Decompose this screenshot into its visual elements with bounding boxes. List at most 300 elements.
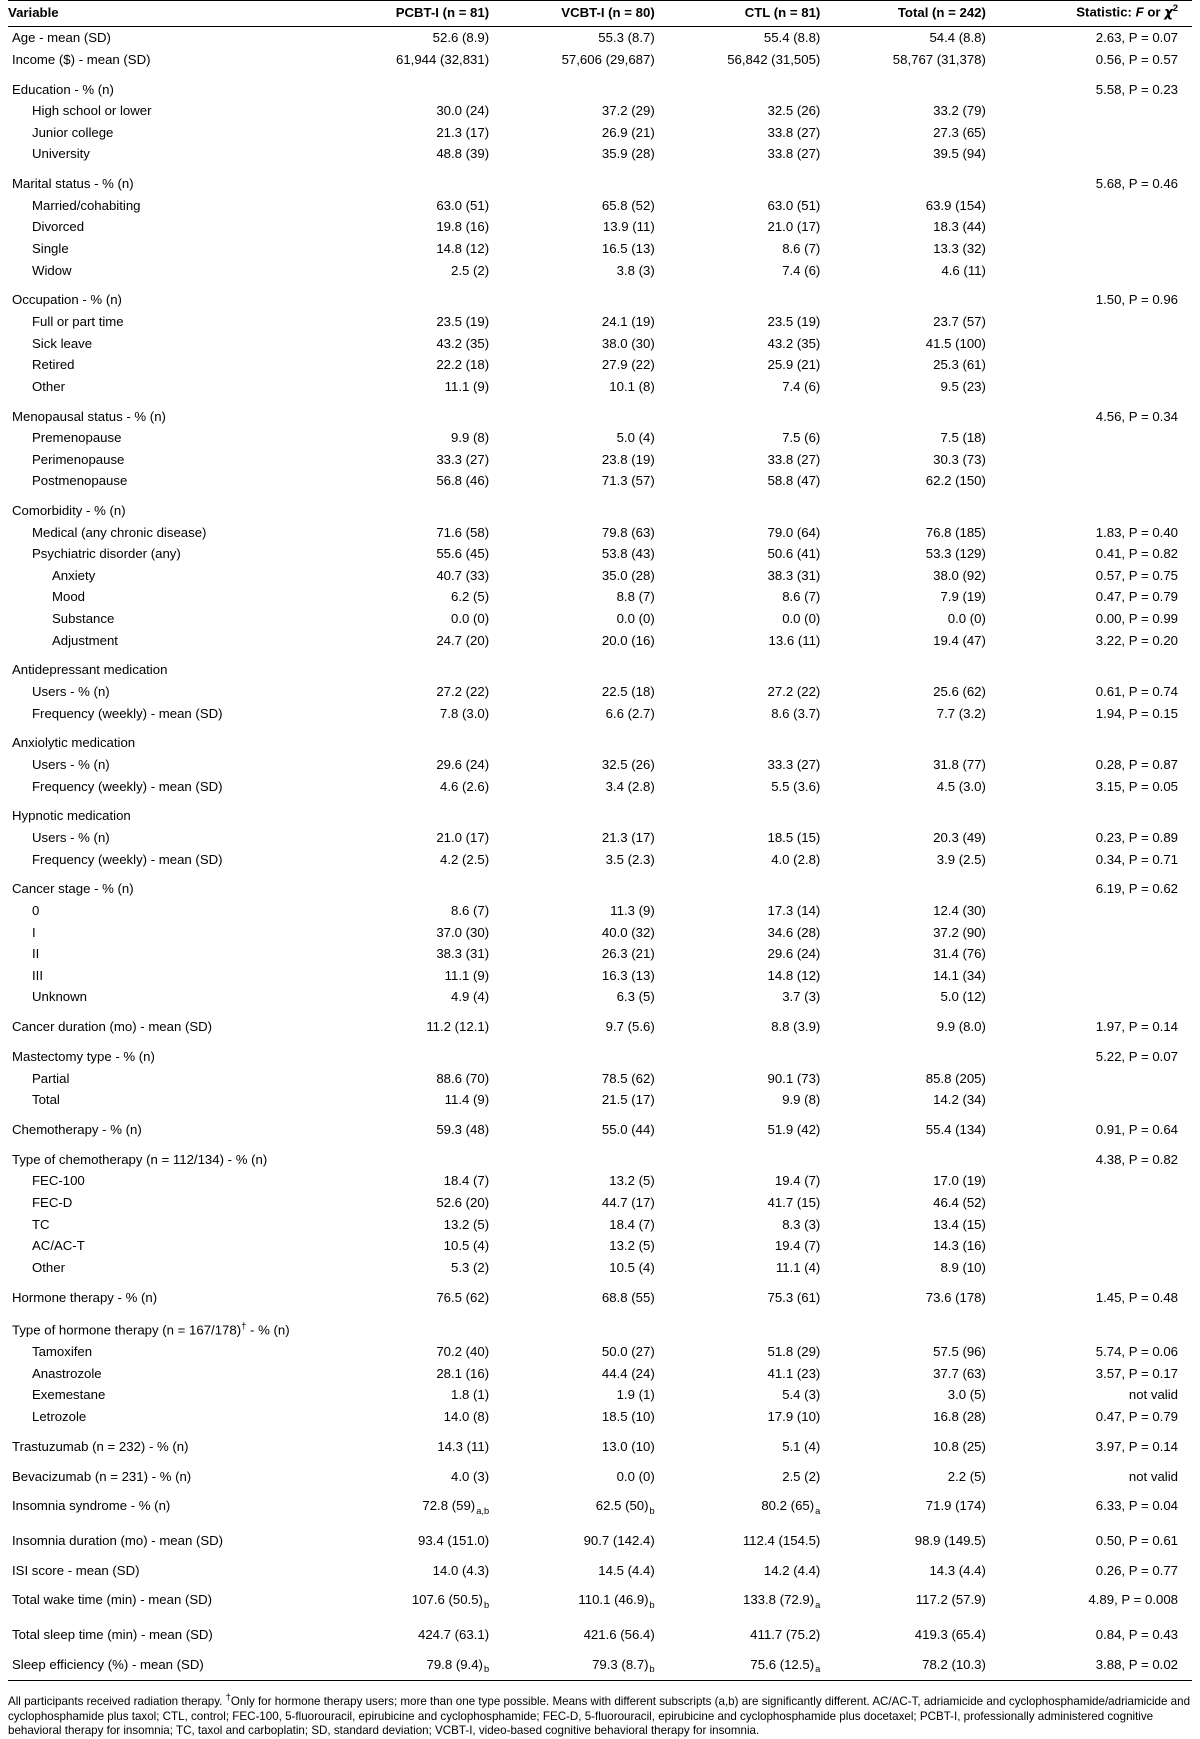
cell-ctl-value: 51.8 (29) [767,1344,821,1360]
cell-vcbt-value: 5.0 (4) [616,430,655,446]
cell-vcbt-value: 37.2 (29) [601,103,655,119]
row-label [8,100,350,122]
cell-vcbt-value: 110.1 (46.9) [578,1592,649,1608]
row-label-text: Users - % (n) [32,830,110,845]
cell-vcbt-subscript: b [649,1664,655,1675]
table-body [8,27,1192,1681]
cell-pcbt-value: 21.0 (17) [436,830,490,845]
cell-ctl-value: 5.4 (3) [782,1387,821,1403]
row-label-text: Tamoxifen [32,1344,93,1360]
row-label-text: Unknown [32,989,87,1005]
cell-ctl-value: 32.5 (26) [767,103,821,119]
cell-vcbt [515,376,681,398]
cell-vcbt [515,1089,681,1111]
row-label [8,398,350,428]
column-header-pcbt: PCBT-I (n = 81) [395,5,490,21]
cell-statistic: 0.47, P = 0.79 [1095,1409,1178,1425]
cell-total [846,398,1012,428]
cell-total-value: 8.9 (10) [940,1259,986,1275]
cell-pcbt-subscript: a,b [476,1506,490,1517]
row-label [8,1487,350,1521]
row-label-text: Adjustment [52,632,118,648]
row-label-text: I [32,924,36,940]
row-label-text: Other [32,378,65,394]
row-label-text: Medical (any chronic disease) [32,524,207,540]
cell-pcbt-value: 14.8 (12) [436,240,490,256]
row-label [8,849,350,871]
cell-pcbt [350,776,516,798]
cell-pcbt [350,681,516,703]
cell-ctl-value: 55.4 (8.8) [763,30,821,46]
cell-total [846,217,1012,239]
cell-statistic [1012,217,1192,239]
cell-statistic: 6.19, P = 0.62 [1095,881,1178,897]
cell-ctl [681,1552,847,1582]
cell-ctl-value: 7.4 (6) [782,262,821,278]
cell-ctl-value: 8.6 (7) [782,240,821,256]
cell-ctl-value: 33.3 (27) [767,757,821,773]
row-label [8,1552,350,1582]
cell-ctl-value: 17.9 (10) [767,1409,821,1425]
cell-ctl-value: 3.7 (3) [782,989,821,1005]
cell-total-value: 14.3 (4.4) [929,1562,986,1578]
cell-pcbt-value: 10.5 (4) [443,1238,490,1254]
cell-pcbt [350,1406,516,1428]
cell-statistic: 0.91, P = 0.64 [1095,1121,1178,1137]
cell-total-value: 3.0 (5) [947,1387,986,1403]
cell-ctl [681,522,847,544]
cell-pcbt-value: 14.0 (4.3) [432,1562,490,1578]
cell-ctl [681,1646,847,1681]
cell-pcbt-value: 14.0 (8) [443,1409,490,1425]
cell-vcbt [515,797,681,827]
table-row [8,587,1192,609]
cell-statistic: 1.50, P = 0.96 [1095,292,1178,308]
cell-vcbt [515,1522,681,1552]
cell-statistic: 0.41, P = 0.82 [1095,546,1178,562]
cell-ctl [681,1458,847,1488]
row-label [8,1279,350,1309]
row-label-text: Partial [32,1070,70,1086]
cell-ctl [681,71,847,101]
cell-vcbt [515,1235,681,1257]
row-label [8,333,350,355]
cell-total-value: 55.4 (134) [925,1121,986,1137]
cell-pcbt [350,311,516,333]
row-label [8,1111,350,1141]
row-label-text: Total wake time (min) - mean (SD) [12,1592,213,1608]
cell-pcbt [350,492,516,522]
cell-statistic [1012,1214,1192,1236]
cell-pcbt [350,1385,516,1407]
row-label-text: Other [32,1259,65,1275]
cell-vcbt-value: 68.8 (55) [601,1289,655,1305]
row-label [8,281,350,311]
cell-total [846,1068,1012,1090]
row-label [8,1089,350,1111]
cell-ctl-value: 0.0 (0) [782,611,821,627]
cell-pcbt-value: 88.6 (70) [436,1070,490,1086]
cell-ctl [681,217,847,239]
cell-ctl [681,703,847,725]
cell-vcbt-value: 3.5 (2.3) [605,851,655,867]
row-label-text: Menopausal status - % (n) [12,408,166,424]
cell-total [846,195,1012,217]
row-label [8,827,350,849]
cell-pcbt-value: 4.9 (4) [451,989,490,1005]
chi-exponent: 2 [1172,3,1178,14]
cell-ctl [681,492,847,522]
cell-ctl-value: 33.8 (27) [767,451,821,467]
cell-total [846,311,1012,333]
cell-pcbt [350,797,516,827]
row-label [8,27,350,49]
column-header-total: Total (n = 242) [897,5,986,21]
cell-ctl-value: 2.5 (2) [782,1468,821,1484]
cell-pcbt-value: 38.3 (31) [436,946,490,962]
cell-pcbt-value: 52.6 (8.9) [432,30,490,46]
cell-ctl-value: 133.8 (72.9) [743,1592,815,1608]
cell-total [846,651,1012,681]
cell-statistic [1012,1089,1192,1111]
cell-ctl [681,238,847,260]
cell-pcbt [350,217,516,239]
cell-ctl [681,870,847,900]
cell-vcbt [515,27,681,49]
cell-vcbt-value: 62.5 (50) [595,1498,649,1514]
table-row [8,354,1192,376]
cell-vcbt [515,1308,681,1341]
cell-total [846,260,1012,282]
cell-ctl-value: 58.8 (47) [767,473,821,489]
cell-vcbt [515,1385,681,1407]
cell-pcbt-value: 33.3 (27) [436,451,490,467]
cell-ctl-value: 112.4 (154.5) [742,1532,821,1548]
cell-ctl [681,1363,847,1385]
cell-ctl [681,797,847,827]
cell-pcbt [350,1171,516,1193]
cell-ctl [681,587,847,609]
cell-total-value: 57.5 (96) [933,1344,986,1360]
cell-total-value: 37.7 (63) [933,1365,986,1381]
cell-ctl [681,849,847,871]
table-row [8,1235,1192,1257]
cell-total [846,165,1012,195]
cell-ctl [681,1068,847,1090]
cell-vcbt [515,195,681,217]
cell-total [846,922,1012,944]
row-label-text: Total [32,1092,60,1108]
cell-total [846,703,1012,725]
cell-total-value: 25.3 (61) [933,357,986,373]
row-label [8,217,350,239]
row-label-text: Premenopause [32,430,122,446]
cell-vcbt [515,827,681,849]
cell-total-value: 71.9 (174) [925,1498,986,1514]
cell-statistic: 1.83, P = 0.40 [1095,524,1178,540]
cell-total [846,376,1012,398]
table-row [8,1141,1192,1171]
cell-total [846,565,1012,587]
cell-statistic: 5.68, P = 0.46 [1095,176,1178,192]
cell-ctl [681,1008,847,1038]
table-row [8,1406,1192,1428]
row-label-text: Sleep efficiency (%) - mean (SD) [12,1656,204,1672]
cell-total-value: 27.3 (65) [933,124,986,140]
cell-vcbt-value: 23.8 (19) [601,451,655,467]
cell-vcbt-value: 26.9 (21) [601,124,655,140]
row-label-text: Retired [32,357,75,373]
row-label-text: Frequency (weekly) - mean (SD) [32,778,223,794]
cell-total-value: 85.8 (205) [925,1070,986,1086]
row-label-text: Cancer stage - % (n) [12,881,134,897]
cell-total [846,122,1012,144]
row-label-text: Marital status - % (n) [12,176,134,192]
row-label [8,260,350,282]
cell-vcbt-value: 3.4 (2.8) [605,778,655,794]
cell-statistic [1012,1308,1192,1341]
cell-statistic: 3.15, P = 0.05 [1095,778,1178,794]
cell-total [846,900,1012,922]
cell-pcbt-value: 76.5 (62) [436,1289,490,1305]
cell-pcbt [350,398,516,428]
row-label-text: Anastrozole [32,1365,102,1381]
cell-ctl [681,681,847,703]
row-label [8,651,350,681]
cell-pcbt [350,703,516,725]
cell-vcbt-value: 90.7 (142.4) [583,1532,655,1548]
cell-pcbt-value: 37.0 (30) [436,924,490,940]
row-label-text: II [32,946,40,962]
cell-vcbt-value: 6.6 (2.7) [605,705,655,721]
table-row [8,630,1192,652]
table-row [8,651,1192,681]
table-row [8,1038,1192,1068]
cell-pcbt [350,1068,516,1090]
cell-statistic: 0.26, P = 0.77 [1095,1562,1178,1578]
cell-vcbt [515,449,681,471]
cell-total [846,1487,1012,1521]
cell-pcbt-value: 61,944 (32,831) [396,51,490,67]
cell-total [846,470,1012,492]
column-header-ctl: CTL (n = 81) [744,5,821,21]
row-label-text: Widow [32,262,72,278]
cell-pcbt-value: 14.3 (11) [437,1438,490,1454]
cell-ctl-value: 56,842 (31,505) [727,51,821,67]
row-label-text: Type of chemotherapy (n = 112/134) - % (n) [12,1151,268,1167]
table-row [8,1068,1192,1090]
cell-total [846,1363,1012,1385]
cell-vcbt [515,1279,681,1309]
cell-statistic: 3.57, P = 0.17 [1095,1365,1178,1381]
cell-total [846,1646,1012,1681]
row-label [8,1171,350,1193]
cell-ctl [681,1616,847,1646]
cell-vcbt-value: 18.5 (10) [601,1409,655,1425]
cell-pcbt [350,1008,516,1038]
cell-pcbt [350,144,516,166]
cell-pcbt [350,1458,516,1488]
cell-vcbt-value: 14.5 (4.4) [598,1562,655,1578]
cell-total-value: 18.3 (44) [933,219,986,235]
cell-total [846,1428,1012,1458]
cell-total [846,492,1012,522]
cell-total [846,1341,1012,1363]
cell-vcbt [515,1038,681,1068]
cell-pcbt [350,724,516,754]
row-label-text: Users - % (n) [32,757,110,773]
cell-ctl-value: 51.9 (42) [767,1121,821,1137]
cell-statistic [1012,1192,1192,1214]
cell-vcbt [515,1406,681,1428]
cell-pcbt [350,260,516,282]
row-label-text: Mastectomy type - % (n) [12,1048,155,1064]
cell-vcbt-value: 38.0 (30) [601,335,655,351]
table-row [8,100,1192,122]
cell-total-value: 23.7 (57) [933,313,986,329]
cell-ctl-value: 19.4 (7) [774,1238,821,1254]
cell-ctl-value: 33.8 (27) [767,124,821,140]
row-label [8,870,350,900]
row-label [8,354,350,376]
cell-ctl-value: 80.2 (65) [761,1498,815,1514]
cell-vcbt [515,565,681,587]
cell-vcbt [515,470,681,492]
cell-pcbt-value: 63.0 (51) [436,197,490,213]
row-label-dagger-icon: † [241,1321,247,1333]
cell-total-value: 17.0 (19) [933,1173,986,1189]
cell-pcbt [350,900,516,922]
table-row [8,522,1192,544]
cell-pcbt-value: 18.4 (7) [443,1173,490,1189]
cell-pcbt [350,333,516,355]
cell-ctl-value: 63.0 (51) [767,197,821,213]
table-row [8,376,1192,398]
cell-total-value: 63.9 (154) [925,197,986,213]
cell-statistic [1012,1171,1192,1193]
cell-vcbt [515,1341,681,1363]
row-label [8,1008,350,1038]
cell-ctl [681,724,847,754]
cell-pcbt-value: 24.7 (20) [436,632,490,648]
statistic-middle: or [1143,4,1165,20]
cell-vcbt-value: 16.3 (13) [601,967,655,983]
cell-vcbt [515,1008,681,1038]
cell-vcbt-value: 16.5 (13) [601,240,655,256]
footnote-dagger-icon: † [225,1692,231,1704]
row-label [8,49,350,71]
cell-statistic: 0.28, P = 0.87 [1095,757,1178,773]
cell-ctl [681,1581,847,1615]
cell-statistic: 4.38, P = 0.82 [1095,1151,1178,1167]
cell-pcbt-value: 22.2 (18) [436,357,490,373]
cell-total [846,1257,1012,1279]
table-row [8,1171,1192,1193]
row-label [8,449,350,471]
cell-total-value: 4.6 (11) [941,262,986,278]
cell-statistic [1012,238,1192,260]
cell-vcbt-value: 13.2 (5) [609,1238,655,1254]
cell-pcbt [350,376,516,398]
cell-total [846,681,1012,703]
cell-total-value: 9.5 (23) [940,378,986,394]
table-row [8,1646,1192,1681]
cell-pcbt [350,1522,516,1552]
cell-pcbt-value: 1.8 (1) [451,1387,490,1403]
cell-vcbt-value: 1.9 (1) [616,1387,655,1403]
cell-ctl [681,1522,847,1552]
cell-statistic [1012,922,1192,944]
cell-vcbt [515,1363,681,1385]
cell-total-value: 13.3 (32) [933,240,986,256]
cell-ctl [681,630,847,652]
cell-total [846,333,1012,355]
cell-pcbt [350,943,516,965]
cell-statistic: 1.45, P = 0.48 [1095,1289,1178,1305]
table-row [8,827,1192,849]
row-label-text: University [32,146,90,162]
cell-vcbt-value: 9.7 (5.6) [605,1019,655,1035]
cell-total-value: 25.6 (62) [933,684,986,700]
cell-vcbt [515,754,681,776]
cell-ctl-value: 13.6 (11) [768,632,821,648]
cell-vcbt [515,1141,681,1171]
cell-ctl [681,922,847,944]
cell-total [846,870,1012,900]
cell-total [846,427,1012,449]
cell-total-value: 13.4 (15) [933,1216,986,1232]
cell-vcbt-value: 26.3 (21) [601,946,655,962]
cell-statistic: 4.89, P = 0.008 [1088,1592,1178,1608]
cell-vcbt [515,49,681,71]
cell-ctl-value: 5.1 (4) [782,1438,821,1454]
row-label-text: Married/cohabiting [32,197,141,213]
cell-vcbt-value: 35.9 (28) [601,146,655,162]
cell-vcbt-value: 79.8 (63) [601,524,655,540]
row-label [8,630,350,652]
cell-statistic [1012,260,1192,282]
cell-total-value: 53.3 (129) [925,546,986,562]
table-row [8,238,1192,260]
cell-total-value: 30.3 (73) [933,451,986,467]
row-label-text: III [32,967,43,983]
table-row [8,260,1192,282]
row-label-text: Anxiety [52,567,96,583]
cell-ctl [681,49,847,71]
table-row [8,71,1192,101]
cell-ctl [681,449,847,471]
cell-vcbt-value: 53.8 (43) [601,546,655,562]
cell-total [846,797,1012,827]
row-label-text: Comorbidity - % (n) [12,503,126,519]
cell-pcbt [350,1363,516,1385]
cell-total [846,1192,1012,1214]
cell-ctl-value: 18.5 (15) [767,830,821,845]
cell-pcbt [350,470,516,492]
cell-vcbt [515,943,681,965]
cell-pcbt-value: 72.8 (59) [422,1498,476,1514]
row-label [8,71,350,101]
row-label [8,122,350,144]
cell-pcbt-value: 5.3 (2) [451,1259,490,1275]
row-label-text: Perimenopause [32,451,125,467]
cell-ctl-value: 4.0 (2.8) [771,851,821,867]
cell-ctl [681,608,847,630]
cell-pcbt [350,1141,516,1171]
cell-total [846,27,1012,49]
row-label-text: Letrozole [32,1409,87,1425]
cell-pcbt [350,195,516,217]
